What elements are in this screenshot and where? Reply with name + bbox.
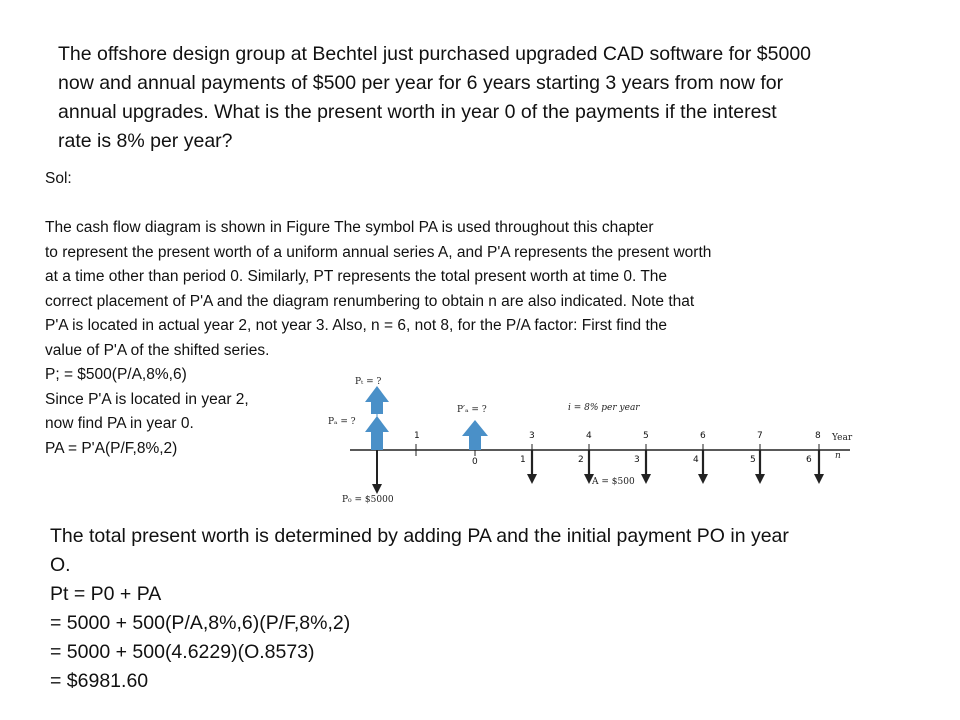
n-tick-label: 4	[693, 455, 699, 465]
interest-rate-label: i = 8% per year	[568, 403, 640, 413]
year-tick-label: 3	[529, 431, 535, 441]
solution-line: value of P'A of the shifted series.	[45, 341, 270, 359]
total-line: The total present worth is determined by adding PA and the initial payment PO in year	[50, 525, 789, 547]
total-equation: Pt = P0 + PA	[50, 583, 162, 605]
blank-line	[45, 192, 925, 217]
annual-payment-arrows	[527, 450, 824, 484]
equation-line: PA = P'A(P/F,8%,2)	[45, 439, 178, 457]
equation-line: Since P'A is located in year 2,	[45, 390, 249, 408]
n-tick-label: 6	[806, 455, 812, 465]
year-tick-label: 1	[414, 431, 420, 441]
total-line: O.	[50, 554, 71, 576]
solution-line: P'A is located in actual year 2, not year 3. Also, n = 6, not 8, for the P/A factor: First ﬁnd the	[45, 317, 668, 334]
n-tick-label: 5	[750, 455, 756, 465]
n-axis-label: n	[835, 451, 841, 461]
problem-line: now and annual payments of $500 per year for 6 years starting 3 years from now for	[58, 72, 784, 94]
p0-label: P₀ = $5000	[342, 495, 394, 505]
total-equation: = 5000 + 500(4.6229)(O.8573)	[50, 641, 315, 663]
year-tick-label: 8	[815, 431, 821, 441]
pa-prime-label: P′ₐ = ?	[457, 405, 487, 415]
solution-line: to represent the present worth of a uniform annual series A, and P'A represents the present worth	[45, 243, 712, 261]
pa-arrow	[365, 416, 389, 450]
solution-line: The cash flow diagram is shown in Figure The symbol PA is used throughout this chapter	[45, 219, 654, 236]
n-tick-label: 2	[578, 455, 584, 465]
solution-line: at a time other than period 0. Similarly, PT represents the total present worth at time 0. The	[45, 268, 668, 285]
equation-line: P; = $500(P/A,8%,6)	[45, 366, 187, 383]
solution-line: correct placement of P'A and the diagram renumbering to obtain n are also indicated. Note that	[45, 292, 695, 310]
problem-statement	[58, 40, 928, 156]
problem-line: annual upgrades. What is the present worth in year 0 of the payments if the interest	[58, 101, 777, 123]
total-equation: = 5000 + 500(P/A,8%,6)(P/F,8%,2)	[50, 612, 351, 634]
total-present-worth	[50, 522, 930, 696]
year-tick-label: 6	[700, 431, 706, 441]
pa-label: Pₐ = ?	[328, 417, 356, 427]
n-tick-label: 3	[634, 455, 640, 465]
problem-line: rate is 8% per year?	[58, 130, 233, 152]
p0-arrow	[372, 450, 382, 494]
annual-payment-label: A = $500	[592, 477, 635, 487]
equation-line: now ﬁnd PA in year 0.	[45, 415, 194, 432]
year-axis-label: Year	[832, 433, 853, 443]
pa-prime-arrow	[462, 420, 488, 450]
year-tick-label: 5	[643, 431, 649, 441]
year-tick-label: 4	[586, 431, 592, 441]
total-result: = $6981.60	[50, 670, 149, 692]
cash-flow-diagram	[310, 372, 870, 512]
n-tick-label: 1	[520, 455, 526, 465]
problem-line: The offshore design group at Bechtel just purchased upgraded CAD software for $5000	[58, 43, 812, 65]
pt-label: Pₜ = ?	[355, 377, 382, 387]
solution-label: Sol:	[45, 170, 72, 187]
n-tick-label: 0	[472, 457, 478, 467]
year-tick-label: 7	[757, 431, 763, 441]
